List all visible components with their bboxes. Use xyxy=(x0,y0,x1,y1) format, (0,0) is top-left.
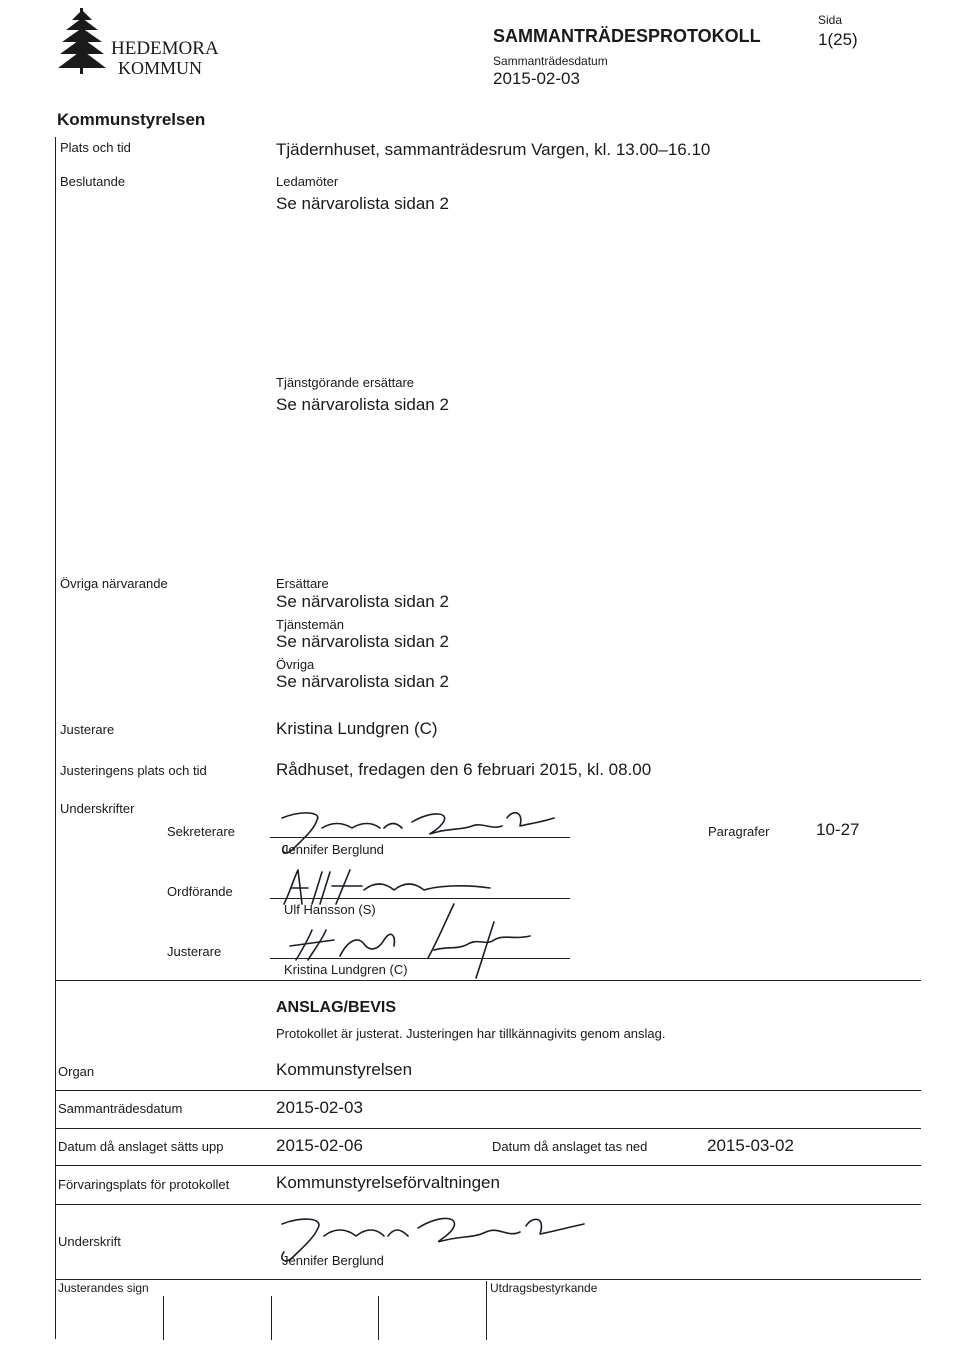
sign-box-divider xyxy=(271,1296,272,1340)
others-item-label: Ersättare xyxy=(276,576,329,591)
notice-posted-value: 2015-02-06 xyxy=(276,1136,363,1155)
adjuster-sign-label: Justerare xyxy=(167,944,222,959)
notice-organ-value: Kommunstyrelsen xyxy=(276,1060,413,1079)
page-label: Sida xyxy=(818,13,843,27)
adjuster-signature-line xyxy=(270,958,570,959)
spruce-tree-icon xyxy=(58,6,106,76)
notice-signature-label: Underskrift xyxy=(58,1234,121,1249)
secretary-signature-line xyxy=(270,837,570,838)
others-item-value: Se närvarolista sidan 2 xyxy=(276,592,449,611)
deciding-label: Beslutande xyxy=(60,174,126,189)
adjuster-value: Kristina Lundgren (C) xyxy=(276,719,438,738)
paragraphs-value: 10-27 xyxy=(816,820,860,839)
chair-name: Ulf Hansson (S) xyxy=(284,902,376,917)
document-title: SAMMANTRÄDESPROTOKOLL xyxy=(493,26,761,46)
extract-label: Utdragsbestyrkande xyxy=(490,1281,598,1295)
logo-text-line2: KOMMUN xyxy=(118,58,203,78)
others-item-label: Övriga xyxy=(276,657,315,672)
substitutes-label: Tjänstgörande ersättare xyxy=(276,375,415,390)
chair-signature-line xyxy=(270,898,570,899)
place-label: Plats och tid xyxy=(60,140,131,155)
adjuster-sign-name: Kristina Lundgren (C) xyxy=(284,962,408,977)
notice-row-divider xyxy=(55,1128,921,1129)
substitutes-value: Se närvarolista sidan 2 xyxy=(276,395,449,414)
notice-top-border xyxy=(55,980,921,981)
notice-storage-value: Kommunstyrelseförvaltningen xyxy=(276,1173,500,1192)
adjust-place-value: Rådhuset, fredagen den 6 februari 2015, kl. 08.00 xyxy=(276,760,652,779)
notice-row-divider xyxy=(55,1204,921,1205)
notice-removed-value: 2015-03-02 xyxy=(707,1136,794,1155)
notice-title: ANSLAG/BEVIS xyxy=(276,999,397,1016)
form-left-border xyxy=(55,137,56,1339)
meeting-date-label: Sammanträdesdatum xyxy=(493,54,608,68)
notice-meeting-date-label: Sammanträdesdatum xyxy=(58,1101,183,1116)
notice-organ-label: Organ xyxy=(58,1064,95,1079)
others-item-value: Se närvarolista sidan 2 xyxy=(276,672,449,691)
notice-posted-label: Datum då anslaget sätts upp xyxy=(58,1139,224,1154)
notice-signature-name: Jennifer Berglund xyxy=(282,1253,384,1268)
secretary-label: Sekreterare xyxy=(167,824,235,839)
members-value: Se närvarolista sidan 2 xyxy=(276,194,449,213)
municipality-logo xyxy=(58,6,218,76)
sign-box-divider xyxy=(163,1296,164,1340)
signatures-label: Underskrifter xyxy=(60,801,135,816)
notice-storage-label: Förvaringsplats för protokollet xyxy=(58,1177,230,1192)
members-label: Ledamöter xyxy=(276,174,339,189)
notice-row-divider xyxy=(55,1090,921,1091)
notice-meeting-date-value: 2015-02-03 xyxy=(276,1098,363,1117)
sign-box-divider xyxy=(378,1296,379,1340)
notice-row-divider xyxy=(55,1165,921,1166)
notice-bottom-border xyxy=(55,1279,921,1280)
paragraphs-label: Paragrafer xyxy=(708,824,770,839)
chair-label: Ordförande xyxy=(167,884,233,899)
others-item-value: Se närvarolista sidan 2 xyxy=(276,632,449,651)
adjust-place-label: Justeringens plats och tid xyxy=(60,763,207,778)
organ-title: Kommunstyrelsen xyxy=(57,110,206,129)
logo-text-line1: HEDEMORA xyxy=(111,38,219,59)
adjuster-label: Justerare xyxy=(60,722,115,737)
place-value: Tjädernhuset, sammanträdesrum Vargen, kl. 13.00–16.10 xyxy=(276,140,711,159)
meeting-date: 2015-02-03 xyxy=(493,69,580,88)
notice-removed-label: Datum då anslaget tas ned xyxy=(492,1139,648,1154)
secretary-name: Jennifer Berglund xyxy=(282,842,384,857)
others-label: Övriga närvarande xyxy=(60,576,168,591)
notice-text: Protokollet är justerat. Justeringen har tillkännagivits genom anslag. xyxy=(276,1026,666,1041)
others-item-label: Tjänstemän xyxy=(276,617,344,632)
sign-box-divider xyxy=(486,1281,487,1340)
adjusters-sign-label: Justerandes sign xyxy=(58,1281,149,1295)
page-number: 1(25) xyxy=(818,30,858,49)
